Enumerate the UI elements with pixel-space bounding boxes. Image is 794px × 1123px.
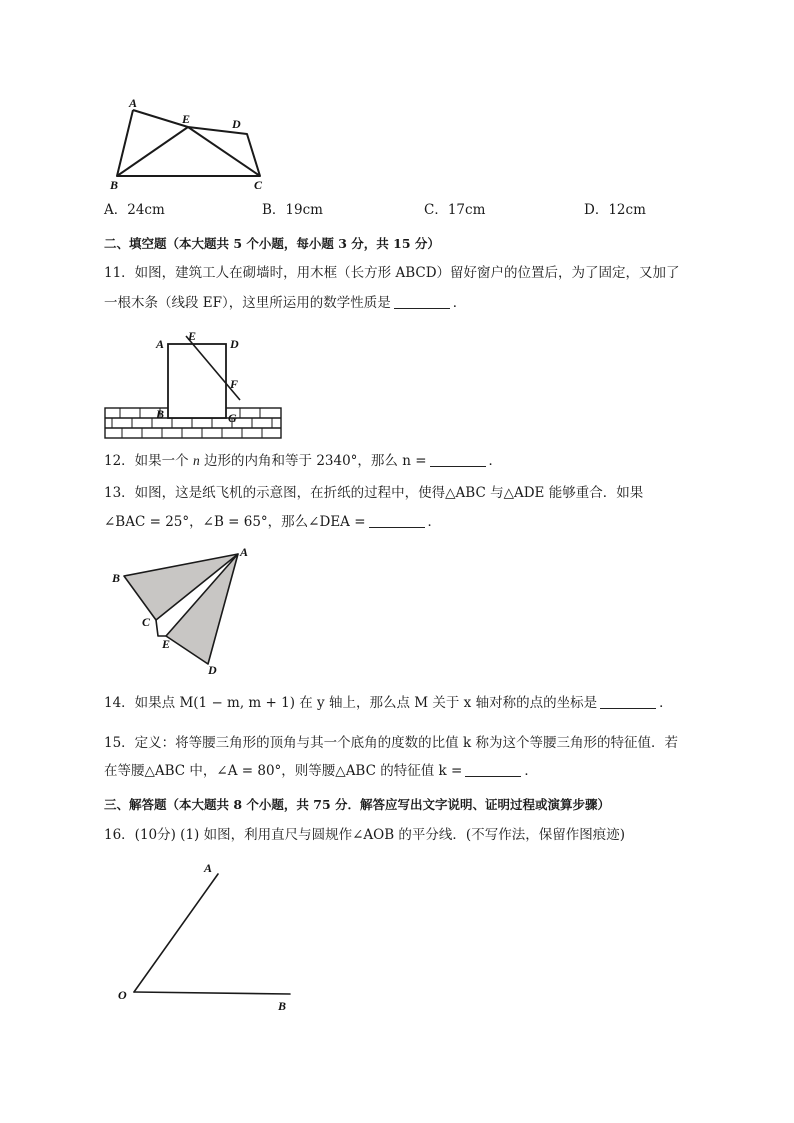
fold-edge (156, 620, 166, 636)
figure-quadrilateral-abcd (100, 90, 290, 195)
q11-line2: 一根木条（线段 EF），这里所运用的数学性质是 ． (104, 295, 467, 311)
label-a: A (204, 861, 213, 875)
label-b: B (278, 999, 287, 1012)
label-e: E (182, 112, 191, 126)
label-g: G (228, 411, 237, 425)
option-b[interactable]: B．19cm (262, 202, 323, 218)
label-a: A (156, 337, 165, 351)
q16-text: 16．(10分) (1) 如图，利用直尺与圆规作∠AOB 的平分线．(不写作法，保留作图痕迹) (104, 827, 625, 843)
label-c: C (142, 615, 151, 629)
label-a: A (240, 546, 249, 559)
window-rect (168, 344, 226, 418)
ray-oa (134, 874, 218, 992)
section-fill-in-heading: 二、填空题（本大题共 5 个小题，每小题 3 分，共 15 分） (104, 236, 440, 251)
figure-window-frame (100, 330, 290, 442)
ray-ob (134, 992, 290, 994)
q15-answer-blank[interactable] (465, 762, 521, 777)
q12-answer-blank[interactable] (430, 452, 486, 467)
label-d: D (230, 337, 239, 351)
label-o: O (118, 988, 127, 1002)
q12-text: 12．如果一个 n 边形的内角和等于 2340°，那么 n = ． (104, 453, 503, 469)
q11-answer-blank[interactable] (394, 294, 450, 309)
option-d[interactable]: D．12cm (584, 202, 646, 218)
label-b: B (156, 407, 165, 421)
section-solutions-heading: 三、解答题（本大题共 8 个小题，共 75 分．解答应写出文字说明、证明过程或演算步骤） (104, 797, 611, 812)
q15-line2: 在等腰△ABC 中，∠A = 80°，则等腰△ABC 的特征值 k = ． (104, 763, 538, 779)
figure-angle-aob (110, 852, 310, 1012)
label-e: E (162, 637, 171, 651)
label-a: A (129, 96, 138, 110)
q11-line1: 11．如图，建筑工人在砌墙时，用木框（长方形 ABCD）留好窗户的位置后，为了固定，又加了 (104, 265, 680, 281)
q14-text: 14．如果点 M(1 − m, m + 1) 在 y 轴上，那么点 M 关于 x 轴对称的点的坐标是 ． (104, 695, 673, 711)
label-d: D (208, 663, 217, 677)
figure-paper-airplane (104, 546, 264, 680)
label-c: C (254, 178, 263, 192)
label-e: E (188, 330, 197, 343)
segment-ec (188, 127, 260, 176)
label-f: F (230, 377, 239, 391)
label-d: D (232, 117, 241, 131)
option-a[interactable]: A．24cm (104, 202, 165, 218)
q15-line1: 15．定义：将等腰三角形的顶角与其一个底角的度数的比值 k 称为这个等腰三角形的特征值．若 (104, 735, 678, 751)
q13-line2: ∠BAC = 25°，∠B = 65°，那么∠DEA = ． (104, 514, 442, 530)
label-b: B (112, 571, 121, 585)
option-c[interactable]: C．17cm (424, 202, 486, 218)
q14-answer-blank[interactable] (600, 694, 656, 709)
label-b: B (110, 178, 119, 192)
q13-answer-blank[interactable] (369, 513, 425, 528)
q13-line1: 13．如图，这是纸飞机的示意图，在折纸的过程中，使得△ABC 与△ADE 能够重合．如果 (104, 485, 644, 501)
